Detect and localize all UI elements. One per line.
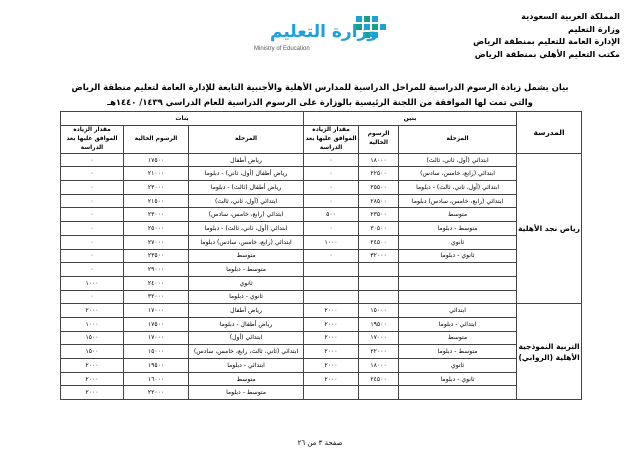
boys-stage-cell: متوسط - دبلوما: [399, 222, 517, 236]
school-column-header: المدرسة: [517, 112, 582, 154]
boys-fee-cell: ٢٥٥٠٠: [359, 181, 399, 195]
table-row: [61, 208, 582, 222]
girls-stage-cell: ابتدائي (رابع، خامس، سادس): [189, 208, 304, 222]
girls-fee-header: الرسوم الحالية: [124, 125, 189, 153]
girls-stage-cell: متوسط: [189, 372, 304, 386]
boys-increase-cell: ٠: [304, 181, 359, 195]
boys-fee-cell: ٢٢٥٠٠: [359, 167, 399, 181]
girls-increase-cell: ١٠٠٠: [61, 317, 124, 331]
boys-increase-cell: ٢٠٠٠: [304, 331, 359, 345]
boys-fee-cell: ١٥٠٠٠: [359, 304, 399, 318]
girls-fee-cell: ٣٢٠٠٠: [124, 290, 189, 304]
girls-fee-cell: ٢٤٠٠٠: [124, 276, 189, 290]
girls-increase-cell: ١٥٠٠: [61, 345, 124, 359]
boys-stage-cell: متوسط: [399, 208, 517, 222]
boys-fee-cell: ٢٢٠٠٠: [359, 345, 399, 359]
girls-increase-cell: ٠: [61, 263, 124, 277]
table-row: [61, 317, 582, 331]
boys-fee-cell: ٢٤٥٠٠: [359, 235, 399, 249]
girls-increase-header: مقدار الزيادة الموافق عليها بعد الدراسة: [61, 125, 124, 153]
table-row: [61, 222, 582, 236]
logo-arabic-text: وزارة التعليم: [270, 22, 378, 42]
girls-stage-cell: رياض أطفال (أول، ثاني) - دبلوما: [189, 167, 304, 181]
girls-fee-cell: ١٧٥٠٠: [124, 317, 189, 331]
boys-increase-cell: ٠: [304, 167, 359, 181]
boys-stage-cell: ابتدائي - دبلوما: [399, 317, 517, 331]
girls-fee-cell: ٢١٥٠٠: [124, 194, 189, 208]
boys-increase-cell: ٢٠٠٠: [304, 359, 359, 373]
header-line: وزارة التعليم: [568, 23, 620, 34]
table-row: [61, 263, 582, 277]
girls-fee-cell: ٢٢٠٠٠: [124, 386, 189, 400]
girls-increase-cell: ٢٠٠٠: [61, 304, 124, 318]
boys-stage-cell: ابتدائي (رابع، خامس، سادس): [399, 167, 517, 181]
girls-increase-cell: ٢٠٠٠: [61, 359, 124, 373]
boys-fee-cell: [359, 263, 399, 277]
girls-stage-cell: متوسط - دبلوما: [189, 263, 304, 277]
girls-fee-cell: ١٩٥٠٠: [124, 359, 189, 373]
girls-increase-cell: ٠: [61, 181, 124, 195]
boys-fee-cell: ٢٣٥٠٠: [359, 208, 399, 222]
girls-increase-cell: ٠: [61, 208, 124, 222]
boys-increase-cell: [304, 290, 359, 304]
girls-fee-cell: ٢٣٠٠٠: [124, 208, 189, 222]
boys-increase-cell: [304, 386, 359, 400]
girls-increase-cell: ١٥٠٠: [61, 331, 124, 345]
girls-fee-cell: ٢٧٠٠٠: [124, 235, 189, 249]
girls-fee-cell: ١٦٠٠٠: [124, 372, 189, 386]
girls-stage-cell: متوسط - دبلوما: [189, 386, 304, 400]
boys-stage-cell: ثانوي: [399, 235, 517, 249]
girls-increase-cell: ٠: [61, 235, 124, 249]
girls-stage-cell: ابتدائي (رابع، خامس، سادس) دبلوما: [189, 235, 304, 249]
girls-stage-cell: متوسط: [189, 249, 304, 263]
boys-increase-cell: ٠: [304, 153, 359, 167]
document-title: [60, 80, 580, 110]
girls-stage-cell: ابتدائي (أول، ثاني، ثالث) - دبلوما: [189, 222, 304, 236]
boys-fee-cell: ١٩٥٠٠: [359, 317, 399, 331]
boys-increase-header: مقدار الزيادة الموافق عليها بعد الدراسة: [304, 125, 359, 153]
boys-increase-cell: ٠: [304, 249, 359, 263]
girls-stage-cell: ابتدائي (ثاني، ثالث، رابع، خامس، سادس): [189, 345, 304, 359]
boys-increase-cell: [304, 263, 359, 277]
girls-increase-cell: ٠: [61, 153, 124, 167]
page-number: صفحة ٣ من ٢٦: [297, 439, 343, 447]
header-line: الإدارة العامة للتعليم بمنطقة الرياض: [473, 36, 620, 46]
table-row: [61, 167, 582, 181]
girls-stage-cell: ابتدائي - دبلوما: [189, 359, 304, 373]
boys-increase-cell: ٢٠٠٠: [304, 317, 359, 331]
girls-fee-cell: ٢٩٠٠٠: [124, 263, 189, 277]
table-row: [61, 345, 582, 359]
ministry-header: [430, 10, 620, 60]
boys-stage-cell: [399, 263, 517, 277]
title-line-1: بيان يشمل زيادة الرسوم الدراسية للمراحل الدراسية للمدارس الأهلية والأجنبية التابعة للإدارة العامة لتعليم منطقة الرياض: [71, 82, 569, 92]
girls-fee-cell: ١٧٥٠٠: [124, 153, 189, 167]
girls-stage-header: المرحلة: [189, 125, 304, 153]
boys-stage-cell: ابتدائي (أول، ثاني، ثالث) - دبلوما: [399, 181, 517, 195]
boys-header: بنين: [304, 112, 517, 126]
girls-stage-cell: ابتدائي (أول): [189, 331, 304, 345]
header-line: مكتب التعليم الأهلي بمنطقة الرياض: [474, 48, 620, 59]
fees-table: [60, 111, 582, 400]
ministry-logo: [234, 4, 404, 60]
title-line-2: والتي تمت لها الموافقة من اللجنة الرئيسية بالوزارة على الرسوم الدراسية للعام الدراسي ١٤٣٩/ ١٤٤٠هـ: [107, 97, 533, 107]
table-body: [61, 153, 582, 399]
girls-stage-cell: ثانوي - دبلوما: [189, 290, 304, 304]
table-row: [61, 276, 582, 290]
girls-increase-cell: ٠: [61, 222, 124, 236]
girls-stage-cell: رياض أطفال: [189, 304, 304, 318]
girls-increase-cell: ٠: [61, 194, 124, 208]
header-line: المملكة العربية السعودية: [521, 11, 620, 21]
boys-stage-cell: [399, 290, 517, 304]
boys-fee-cell: ٢٤٥٠٠: [359, 372, 399, 386]
boys-stage-cell: متوسط: [399, 331, 517, 345]
table-row: [61, 235, 582, 249]
girls-fee-cell: ٢٣٠٠٠: [124, 181, 189, 195]
boys-fee-cell: [359, 290, 399, 304]
boys-increase-cell: ٠: [304, 194, 359, 208]
boys-stage-cell: [399, 386, 517, 400]
boys-increase-cell: ٥٠٠: [304, 208, 359, 222]
boys-fee-cell: [359, 386, 399, 400]
table-row: [61, 290, 582, 304]
girls-increase-cell: ٠: [61, 290, 124, 304]
girls-increase-cell: ٢٠٠٠: [61, 372, 124, 386]
girls-fee-cell: ٢٣٥٠٠: [124, 249, 189, 263]
boys-fee-cell: ٣٠٥٠٠: [359, 222, 399, 236]
school-name-cell: رياض نجد الأهلية: [517, 153, 582, 304]
girls-stage-cell: ابتدائي (أول، ثاني، ثالث): [189, 194, 304, 208]
boys-stage-cell: ثانوي - دبلوما: [399, 372, 517, 386]
girls-stage-cell: رياض أطفال (ثالث) - دبلوما: [189, 181, 304, 195]
table-row: [61, 372, 582, 386]
boys-fee-cell: ١٨٠٠٠: [359, 359, 399, 373]
girls-fee-cell: ١٥٠٠٠: [124, 345, 189, 359]
boys-increase-cell: ٢٠٠٠: [304, 304, 359, 318]
boys-stage-cell: ثانوي - دبلوما: [399, 249, 517, 263]
girls-stage-cell: رياض أطفال - دبلوما: [189, 317, 304, 331]
table-row: [61, 181, 582, 195]
table-row: [61, 331, 582, 345]
girls-fee-cell: ١٧٠٠٠: [124, 331, 189, 345]
table-row: [61, 386, 582, 400]
boys-increase-cell: ١٠٠٠: [304, 235, 359, 249]
boys-fee-cell: ٢٨٥٠٠: [359, 194, 399, 208]
boys-stage-cell: ثانوي: [399, 359, 517, 373]
girls-fee-cell: ٢١٠٠٠: [124, 167, 189, 181]
girls-stage-cell: رياض أطفال: [189, 153, 304, 167]
boys-fee-cell: [359, 276, 399, 290]
girls-increase-cell: ٠: [61, 249, 124, 263]
boys-increase-cell: ٢٠٠٠: [304, 372, 359, 386]
boys-increase-cell: ٠: [304, 222, 359, 236]
boys-stage-cell: ابتدائي: [399, 304, 517, 318]
boys-stage-header: المرحلة: [399, 125, 517, 153]
boys-increase-cell: [304, 276, 359, 290]
girls-header: بنات: [61, 112, 304, 126]
boys-stage-cell: ابتدائي (رابع، خامس، سادس) دبلوما: [399, 194, 517, 208]
table-row: [61, 304, 582, 318]
boys-fee-header: الرسوم الحالية: [359, 125, 399, 153]
boys-stage-cell: [399, 276, 517, 290]
girls-fee-cell: ١٧٠٠٠: [124, 304, 189, 318]
boys-increase-cell: ٢٠٠٠: [304, 345, 359, 359]
table-row: [61, 153, 582, 167]
girls-increase-cell: ٢٠٠٠: [61, 386, 124, 400]
table-row: [61, 249, 582, 263]
girls-stage-cell: ثانوي: [189, 276, 304, 290]
boys-stage-cell: ابتدائي (أول، ثاني، ثالث): [399, 153, 517, 167]
boys-stage-cell: متوسط - دبلوما: [399, 345, 517, 359]
table-row: [61, 359, 582, 373]
girls-increase-cell: ١٠٠٠: [61, 276, 124, 290]
school-name-cell: التربية النموذجية الأهلية (الروابي): [517, 304, 582, 400]
table-row: [61, 194, 582, 208]
logo-english-text: Ministry of Education: [254, 46, 310, 52]
boys-fee-cell: ١٨٠٠٠: [359, 153, 399, 167]
boys-fee-cell: ١٧٠٠٠: [359, 331, 399, 345]
girls-increase-cell: ٠: [61, 167, 124, 181]
girls-fee-cell: ٢٥٠٠٠: [124, 222, 189, 236]
boys-fee-cell: ٣٢٠٠٠: [359, 249, 399, 263]
